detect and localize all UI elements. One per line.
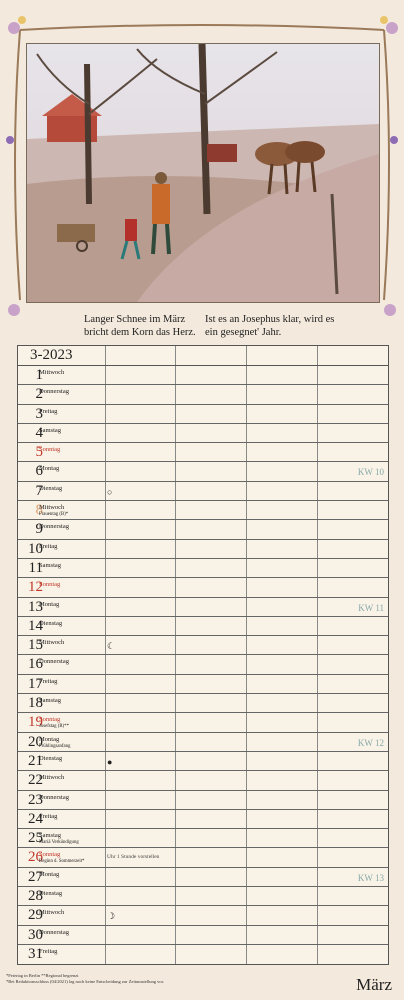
- day-row[interactable]: [18, 810, 388, 829]
- day-number: 2: [35, 386, 43, 403]
- day-number: 31: [28, 945, 43, 962]
- weekday-name: Mittwoch: [39, 909, 65, 917]
- day-number: 24: [28, 810, 43, 827]
- weekday-name: Mittwoch: [39, 639, 65, 647]
- day-row[interactable]: [18, 848, 388, 867]
- day-number: 19: [28, 714, 43, 731]
- weekday-name: Freitag: [39, 407, 58, 415]
- weather-proverb-left: Langer Schnee im März bricht dem Korn das Herz.: [84, 314, 196, 338]
- column-dividers: [88, 810, 388, 828]
- footnote: [6, 973, 164, 985]
- weekday-name: Dienstag: [39, 619, 63, 627]
- column-dividers: [88, 520, 388, 538]
- day-number: 17: [28, 675, 43, 692]
- holiday-label: Frühlingsanfang: [39, 743, 71, 749]
- day-number: 25: [28, 830, 43, 847]
- footnote-line-1: *Feiertag in Berlin **Regional begrenzt: [6, 973, 79, 978]
- day-number: 27: [28, 868, 43, 885]
- column-dividers: [88, 713, 388, 731]
- day-row[interactable]: [18, 520, 388, 539]
- calendar-header: [18, 346, 388, 366]
- day-number: 8: [35, 502, 43, 519]
- weekday-name: Freitag: [39, 812, 58, 820]
- weekday-name: Samstag: [39, 561, 62, 569]
- calendar-week-label: KW 11: [358, 602, 384, 613]
- winter-farm-illustration: [26, 43, 380, 303]
- column-dividers: [88, 829, 388, 847]
- column-dividers: [88, 559, 388, 577]
- weekday-name: Donnerstag: [39, 928, 69, 936]
- column-dividers: [88, 462, 388, 480]
- calendar-week-label: KW 12: [357, 737, 384, 748]
- day-number: 12: [28, 579, 43, 596]
- day-row[interactable]: [18, 462, 388, 481]
- column-dividers: [88, 945, 388, 964]
- weekday-name: Montag: [39, 870, 60, 878]
- day-row[interactable]: [18, 366, 388, 385]
- day-number: 26: [28, 849, 43, 866]
- day-number: 16: [28, 656, 43, 673]
- day-row[interactable]: [18, 887, 388, 906]
- weekday-name: Sonntag: [39, 716, 61, 724]
- day-number: 11: [28, 559, 43, 576]
- weather-proverb-right: Ist es an Josephus klar, wird es ein gesegnet' Jahr.: [205, 314, 335, 338]
- day-number: 20: [28, 733, 43, 750]
- weekday-name: Montag: [39, 600, 60, 608]
- holiday-label: Beginn d. Sommerzeit*: [39, 859, 85, 865]
- weekday-name: Mittwoch: [39, 774, 65, 782]
- day-row[interactable]: [18, 598, 388, 617]
- moon-phase-icon: ●: [107, 756, 113, 767]
- day-row[interactable]: [18, 906, 388, 925]
- column-dividers: [88, 482, 388, 500]
- day-row[interactable]: [18, 443, 388, 462]
- day-row[interactable]: [18, 578, 388, 597]
- column-dividers: [88, 791, 388, 809]
- column-dividers: [88, 501, 388, 519]
- day-row[interactable]: [18, 791, 388, 810]
- column-dividers: [88, 366, 388, 384]
- column-dividers: [88, 636, 388, 654]
- moon-phase-icon: ☾: [107, 641, 116, 652]
- moon-phase-icon: ○: [107, 486, 113, 497]
- weekday-name: Dienstag: [39, 484, 63, 492]
- weekday-name: Sonntag: [39, 851, 61, 859]
- day-number: 3: [35, 405, 43, 422]
- day-number: 22: [28, 772, 43, 789]
- column-dividers: [88, 540, 388, 558]
- day-row[interactable]: [18, 945, 388, 964]
- holiday-label: Mariä Verkündigung: [39, 840, 79, 846]
- column-dividers: [88, 733, 388, 751]
- day-number: 9: [35, 521, 43, 538]
- column-dividers: [88, 578, 388, 596]
- day-row[interactable]: [18, 752, 388, 771]
- weekday-name: Dienstag: [39, 890, 63, 898]
- holiday-label: Josefstag (R)**: [39, 724, 69, 730]
- day-row[interactable]: [18, 733, 388, 752]
- weekday-name: Mittwoch: [39, 369, 65, 376]
- column-dividers: [88, 443, 388, 461]
- month-label: März: [356, 975, 392, 994]
- column-dividers: [88, 752, 388, 770]
- day-number: 29: [28, 907, 43, 924]
- column-dividers: [88, 771, 388, 789]
- day-number: 21: [28, 752, 43, 769]
- weekday-name: Samstag: [39, 832, 62, 840]
- weekday-name: Donnerstag: [39, 388, 69, 396]
- column-dividers: [88, 617, 388, 635]
- daylight-saving-note: Uhr 1 Stunde vorstellen: [107, 854, 160, 861]
- calendar-grid: [17, 345, 389, 965]
- weekday-name: Freitag: [39, 677, 58, 685]
- holiday-label: Frauentag (B)*: [39, 512, 69, 518]
- day-number: 6: [35, 463, 43, 480]
- weekday-name: Mittwoch: [39, 504, 65, 512]
- day-row[interactable]: [18, 559, 388, 578]
- weekday-name: Freitag: [39, 947, 58, 955]
- day-number: 5: [35, 444, 43, 461]
- weekday-name: Donnerstag: [39, 523, 69, 531]
- weekday-name: Samstag: [39, 426, 62, 434]
- column-dividers: [88, 694, 388, 712]
- day-row[interactable]: [18, 829, 388, 848]
- day-number: 7: [35, 482, 43, 499]
- day-row[interactable]: [18, 868, 388, 887]
- column-dividers: [88, 675, 388, 693]
- day-number: 23: [28, 791, 43, 808]
- day-row[interactable]: [18, 540, 388, 559]
- day-row[interactable]: [18, 675, 388, 694]
- weekday-name: Sonntag: [39, 446, 61, 454]
- day-number: 15: [28, 637, 43, 654]
- day-number: 30: [28, 926, 43, 943]
- day-number: 10: [28, 540, 43, 557]
- day-row[interactable]: [18, 617, 388, 636]
- day-number: 28: [28, 888, 43, 905]
- column-dividers: [88, 926, 388, 944]
- day-rows: [18, 366, 388, 964]
- weekday-name: Donnerstag: [39, 658, 69, 666]
- footnote-line-2: *Bei Redaktionsschluss (04/2021) lag noch keine Entscheidung zur Zeitumstellung vor.: [6, 979, 164, 984]
- day-row[interactable]: [18, 424, 388, 443]
- moon-phase-icon: ☽: [107, 911, 116, 922]
- day-row[interactable]: [18, 926, 388, 945]
- day-row[interactable]: [18, 501, 388, 520]
- day-row[interactable]: [18, 405, 388, 424]
- day-row[interactable]: [18, 771, 388, 790]
- weekday-name: Dienstag: [39, 754, 63, 762]
- day-row[interactable]: [18, 713, 388, 732]
- column-dividers: [88, 868, 388, 886]
- column-dividers: [88, 405, 388, 423]
- day-number: 18: [28, 695, 43, 712]
- weekday-name: Sonntag: [39, 581, 61, 589]
- day-number: 4: [35, 424, 43, 441]
- column-dividers: [88, 598, 388, 616]
- weekday-name: Montag: [39, 735, 60, 743]
- day-number: 14: [28, 617, 43, 634]
- weekday-name: Samstag: [39, 697, 62, 705]
- calendar-week-label: KW 10: [357, 467, 384, 478]
- column-dividers: [88, 424, 388, 442]
- weekday-name: Donnerstag: [39, 793, 69, 801]
- column-dividers: [88, 346, 388, 365]
- day-row[interactable]: [18, 694, 388, 713]
- day-row[interactable]: [18, 482, 388, 501]
- column-dividers: [88, 906, 388, 924]
- column-dividers: [88, 887, 388, 905]
- day-row[interactable]: [18, 636, 388, 655]
- weekday-name: Montag: [39, 465, 60, 473]
- weekday-name: Freitag: [39, 542, 58, 550]
- day-row[interactable]: [18, 655, 388, 674]
- calendar-week-label: KW 13: [357, 872, 384, 883]
- day-number: 1: [35, 367, 43, 383]
- column-dividers: [88, 655, 388, 673]
- column-dividers: [88, 385, 388, 403]
- day-row[interactable]: [18, 385, 388, 404]
- month-year-title: 3-2023: [30, 347, 73, 363]
- day-number: 13: [28, 598, 43, 615]
